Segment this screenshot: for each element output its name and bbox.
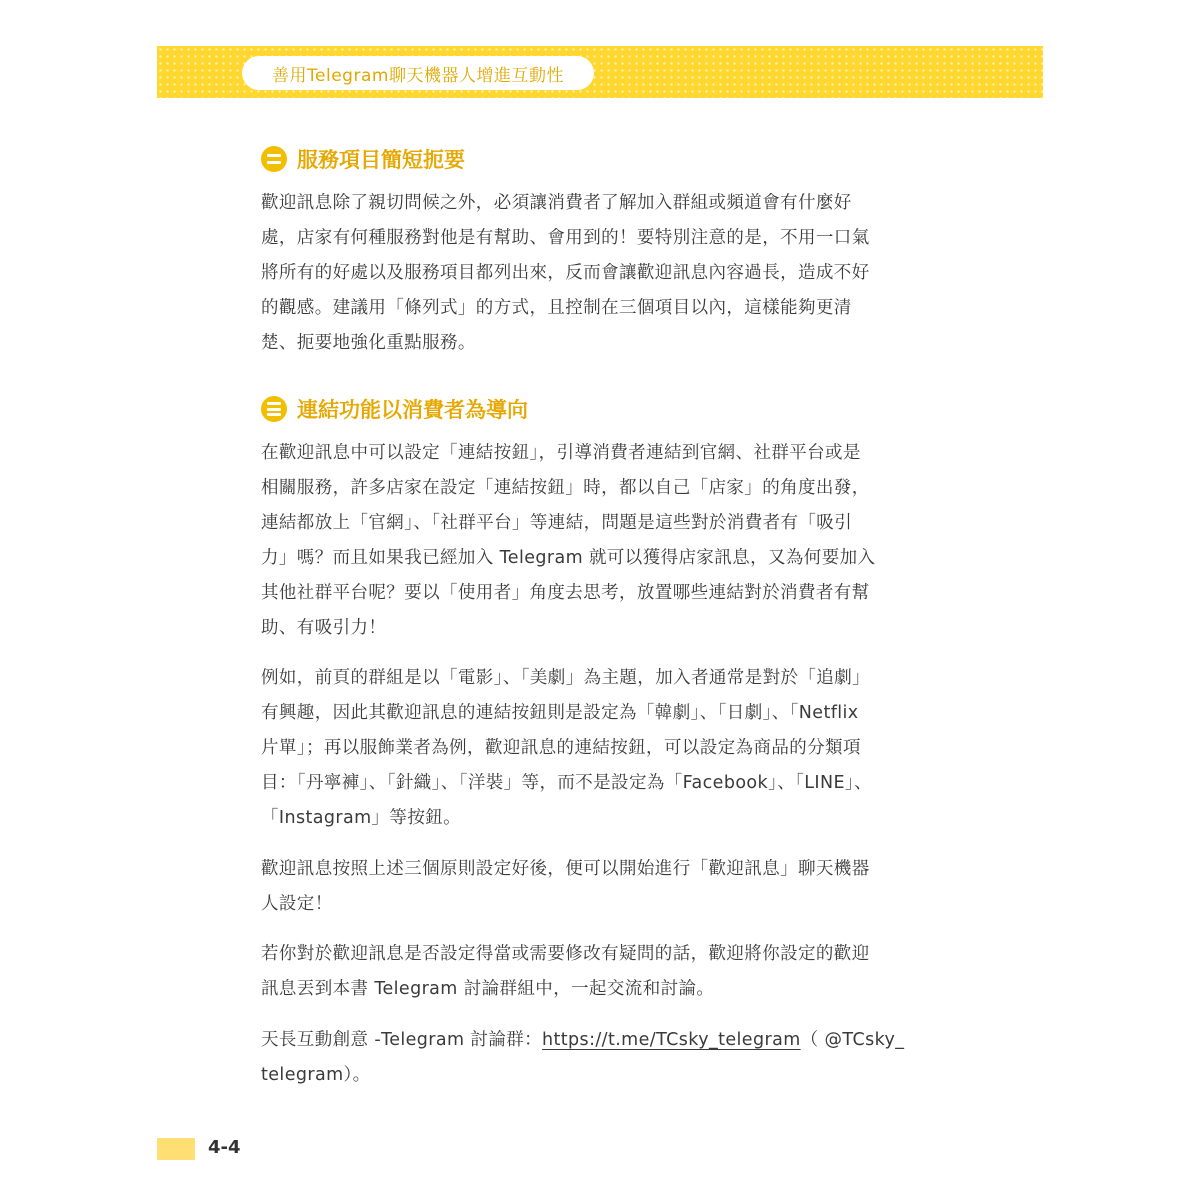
chapter-title [242,56,594,90]
closing-line [261,1023,941,1058]
text-line: 連結都放上「官網」、「社群平台」等連結，問題是這些對於消費者有「吸引 [261,513,853,533]
text-line: 歡迎訊息除了親切問候之外，必須讓消費者了解加入群組或頻道會有什麼好 [261,193,852,213]
text-line: 片單」；再以服飾業者為例，歡迎訊息的連結按鈕，可以設定為商品的分類項 [261,738,861,758]
section-heading-2 [261,144,465,174]
section-heading-3 [261,394,528,424]
text-line: 的觀感。建議用「條列式」的方式，且控制在三個項目以內，這樣能夠更清 [261,298,852,318]
paragraph [261,436,941,646]
text-line: 訊息丟到本書 Telegram 討論群組中，一起交流和討論。 [261,979,715,999]
paragraph [261,852,941,922]
number-three-badge-icon [261,396,287,422]
text-line: 楚、扼要地強化重點服務。 [261,333,476,353]
text-line: 助、有吸引力！ [261,618,387,638]
section-heading-text: 連結功能以消費者為導向 [297,398,528,422]
text-line: 人設定！ [261,894,333,914]
text-line: 力」嗎？而且如果我已經加入 Telegram 就可以獲得店家訊息，又為何要加入 [261,548,876,568]
text-line: 例如，前頁的群組是以「電影」、「美劇」為主題，加入者通常是對於「追劇」 [261,668,870,688]
text-line: 處，店家有何種服務對他是有幫助、會用到的！要特別注意的是，不用一口氣 [261,228,870,248]
closing-suffix: （ @TCsky_ [800,1030,905,1050]
page-number: 4-4 [208,1137,241,1158]
chapter-title-text: 善用Telegram聊天機器人增進互動性 [272,65,564,86]
text-line: 其他社群平台呢？要以「使用者」角度去思考，放置哪些連結對於消費者有幫 [261,583,870,603]
text-line: 若你對於歡迎訊息是否設定得當或需要修改有疑問的話，歡迎將你設定的歡迎 [261,944,870,964]
number-two-badge-icon [261,146,287,172]
paragraph [261,937,941,1007]
paragraph [261,186,941,361]
closing-paragraph [261,1023,941,1093]
closing-prefix: 天長互動創意 -Telegram 討論群： [261,1030,543,1050]
text-line: 相關服務，許多店家在設定「連結按鈕」時，都以自己「店家」的角度出發， [261,478,870,498]
text-line: 有興趣，因此其歡迎訊息的連結按鈕則是設定為「韓劇」、「日劇」、「Netflix [261,703,859,723]
text-line: 目：「丹寧褲」、「針織」、「洋裝」等，而不是設定為「Facebook」、「LINE」、 [261,773,872,793]
paragraph [261,661,941,836]
text-line: 歡迎訊息按照上述三個原則設定好後，便可以開始進行「歡迎訊息」聊天機器 [261,859,870,879]
footer-bar [157,1138,195,1160]
section-heading-text: 服務項目簡短扼要 [297,148,465,172]
text-line: 在歡迎訊息中可以設定「連結按鈕」，引導消費者連結到官網、社群平台或是 [261,443,861,463]
telegram-group-link[interactable]: https://t.me/TCsky_telegram [542,1030,801,1050]
text-line: 「Instagram」等按鈕。 [261,808,462,828]
closing-line-2: telegram）。 [261,1065,371,1085]
text-line: 將所有的好處以及服務項目都列出來，反而會讓歡迎訊息內容過長，造成不好 [261,263,870,283]
